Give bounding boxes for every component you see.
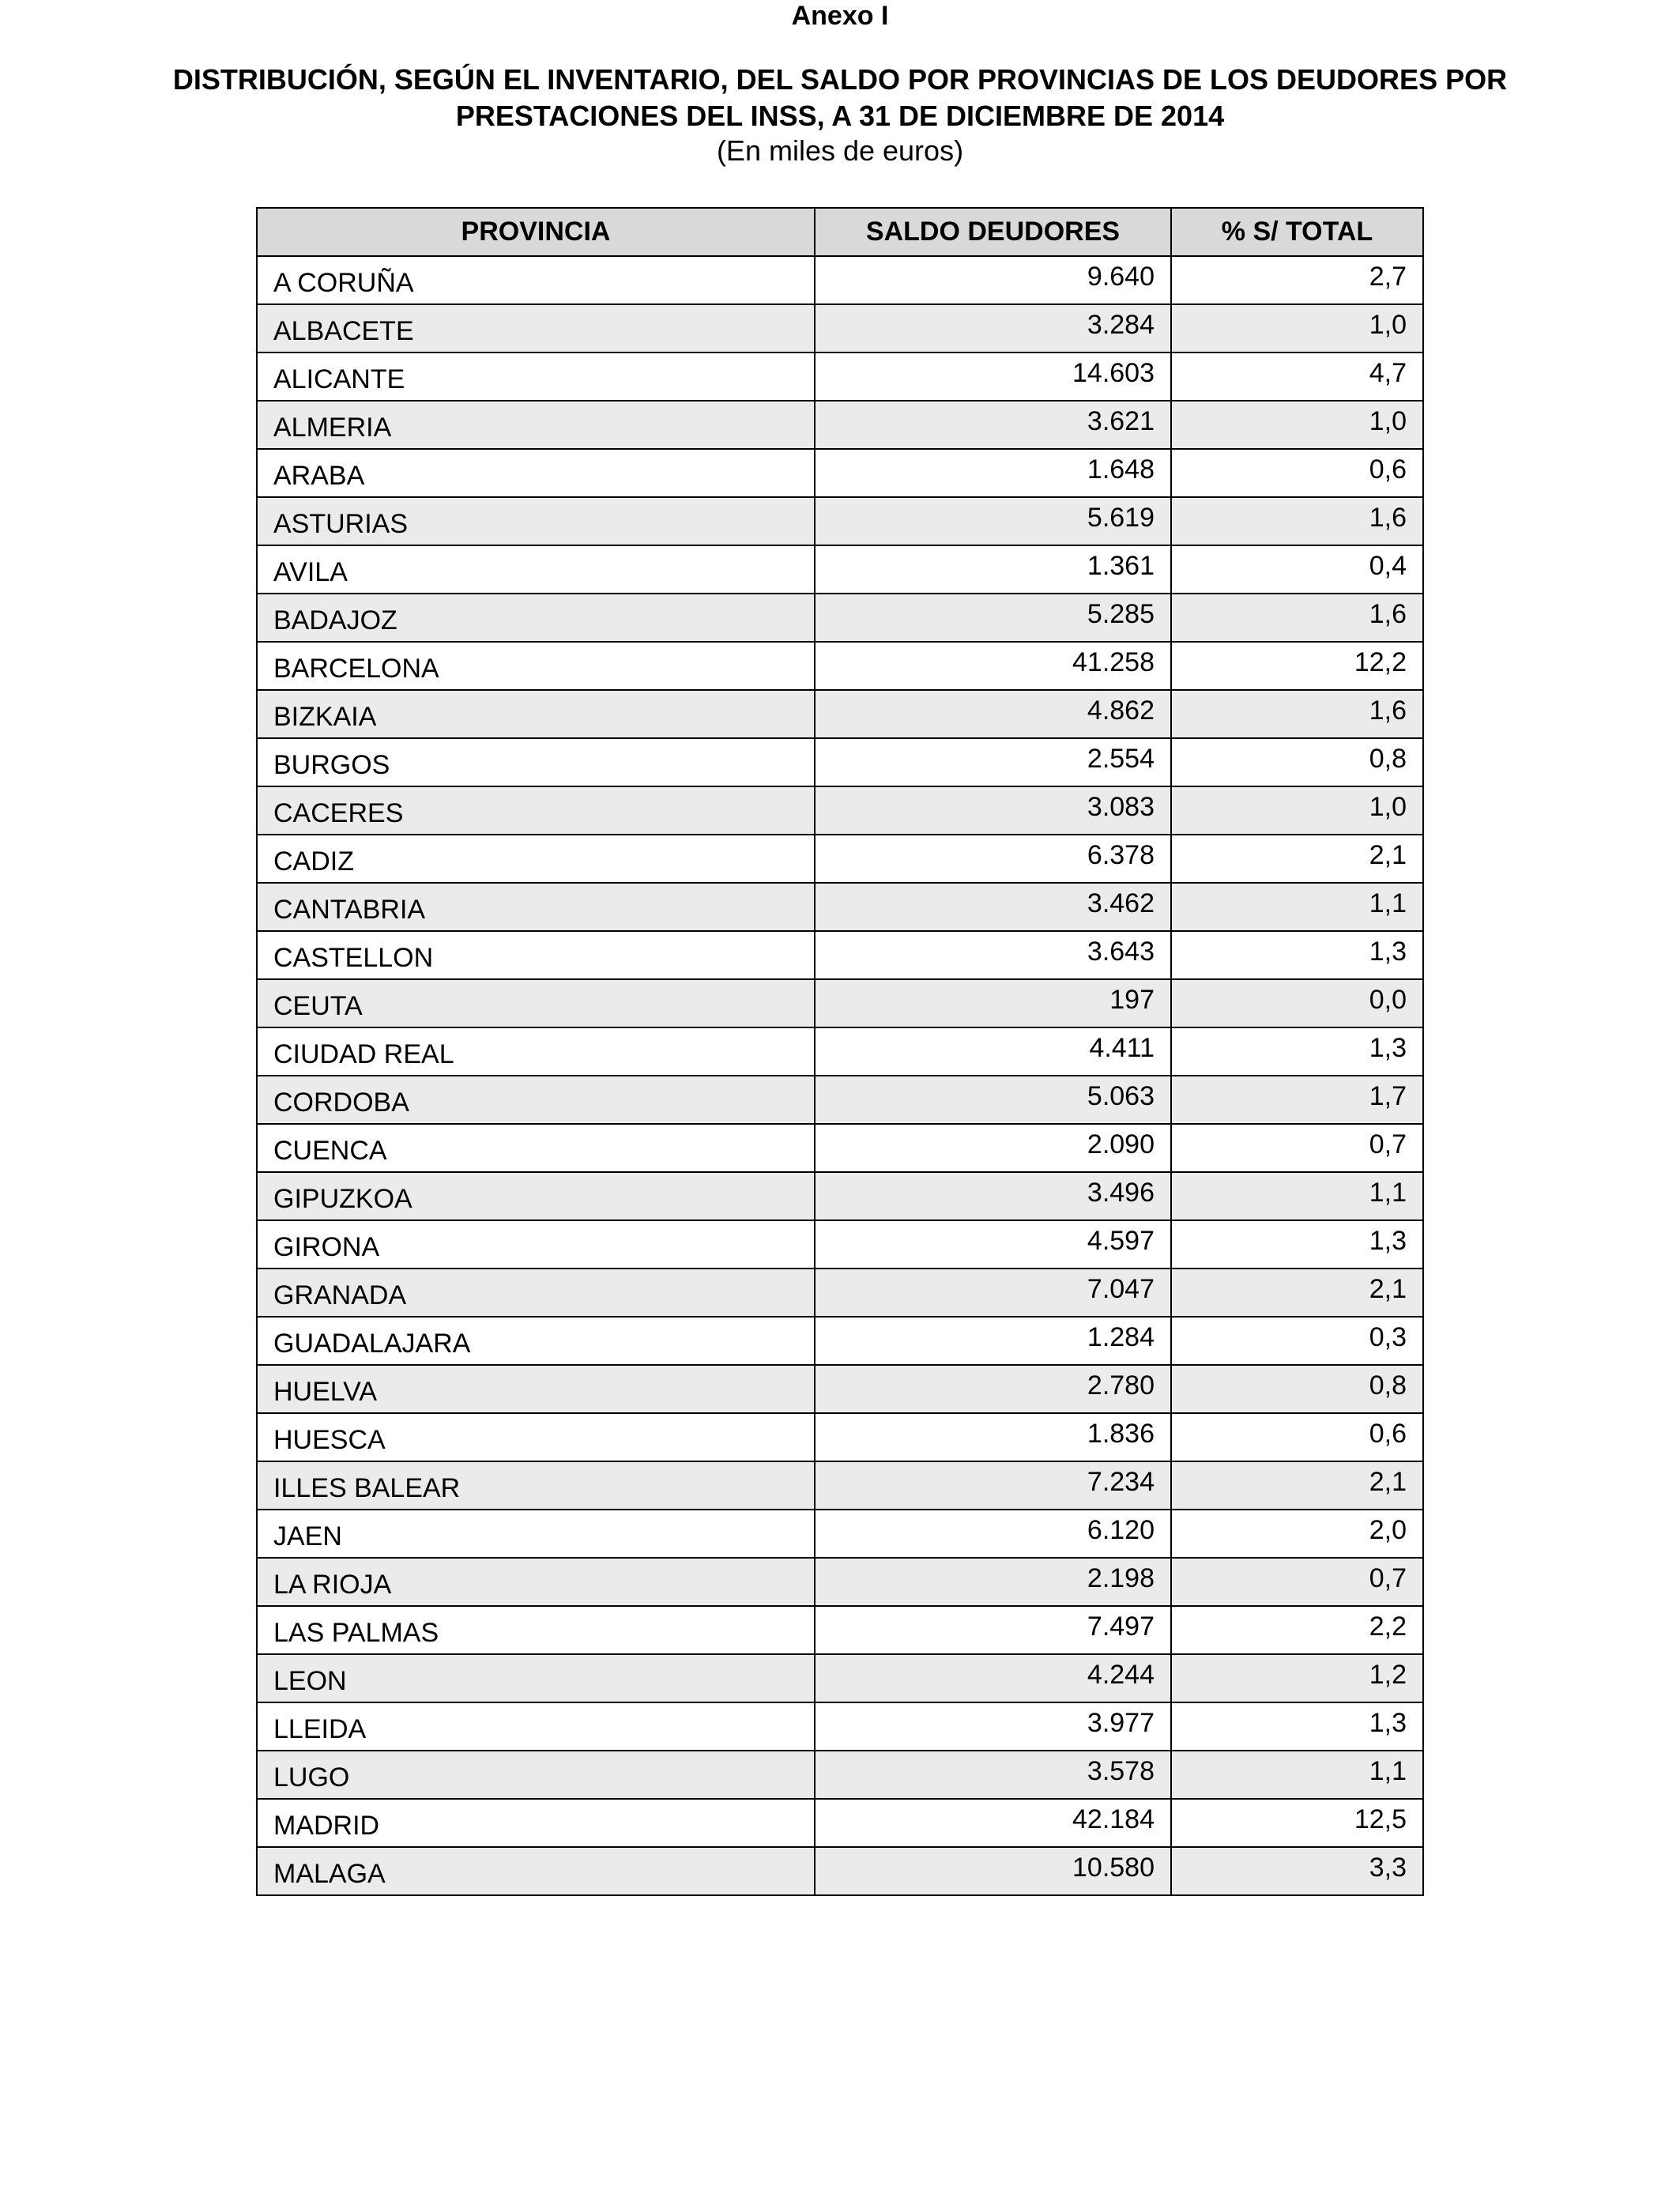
- cell-provincia: CORDOBA: [257, 1076, 815, 1124]
- cell-saldo-deudores: 4.597: [815, 1220, 1171, 1269]
- cell-provincia: CUENCA: [257, 1124, 815, 1172]
- cell-saldo-deudores: 6.120: [815, 1510, 1171, 1558]
- cell-saldo-deudores: 5.285: [815, 594, 1171, 642]
- cell-provincia: BIZKAIA: [257, 690, 815, 738]
- table-row: [257, 1799, 1423, 1847]
- table-row: [257, 256, 1423, 304]
- cell-provincia: LA RIOJA: [257, 1558, 815, 1606]
- cell-saldo-deudores: 2.090: [815, 1124, 1171, 1172]
- table-row: [257, 1558, 1423, 1606]
- cell-provincia: GIRONA: [257, 1220, 815, 1269]
- table-row: [257, 594, 1423, 642]
- header-percent-total: % S/ TOTAL: [1171, 208, 1423, 256]
- cell-saldo-deudores: 2.198: [815, 1558, 1171, 1606]
- cell-saldo-deudores: 42.184: [815, 1799, 1171, 1847]
- table-row: [257, 979, 1423, 1027]
- cell-provincia: CIUDAD REAL: [257, 1027, 815, 1076]
- cell-percent-total: 4,7: [1171, 352, 1423, 401]
- table-row: [257, 1847, 1423, 1895]
- table-row: [257, 1365, 1423, 1413]
- cell-saldo-deudores: 3.643: [815, 931, 1171, 979]
- cell-percent-total: 1,1: [1171, 883, 1423, 931]
- cell-percent-total: 1,3: [1171, 1220, 1423, 1269]
- cell-provincia: BURGOS: [257, 738, 815, 786]
- cell-percent-total: 1,1: [1171, 1172, 1423, 1220]
- cell-saldo-deudores: 7.497: [815, 1606, 1171, 1654]
- header-saldo-deudores: SALDO DEUDORES: [815, 208, 1171, 256]
- cell-saldo-deudores: 10.580: [815, 1847, 1171, 1895]
- cell-saldo-deudores: 5.619: [815, 497, 1171, 545]
- table-row: [257, 1751, 1423, 1799]
- table-row: [257, 690, 1423, 738]
- table-row: [257, 1220, 1423, 1269]
- table-body: [257, 256, 1423, 1895]
- table-row: [257, 1702, 1423, 1751]
- annex-heading: Anexo I: [791, 1, 889, 31]
- cell-percent-total: 1,3: [1171, 1702, 1423, 1751]
- cell-saldo-deudores: 4.244: [815, 1654, 1171, 1702]
- cell-saldo-deudores: 4.862: [815, 690, 1171, 738]
- cell-percent-total: 2,2: [1171, 1606, 1423, 1654]
- cell-percent-total: 1,1: [1171, 1751, 1423, 1799]
- cell-provincia: LLEIDA: [257, 1702, 815, 1751]
- cell-percent-total: 2,1: [1171, 1461, 1423, 1510]
- cell-saldo-deudores: 2.554: [815, 738, 1171, 786]
- cell-provincia: CANTABRIA: [257, 883, 815, 931]
- cell-percent-total: 0,6: [1171, 449, 1423, 497]
- table-row: [257, 1027, 1423, 1076]
- cell-provincia: BADAJOZ: [257, 594, 815, 642]
- units-subtitle: (En miles de euros): [716, 134, 964, 167]
- table-row: [257, 449, 1423, 497]
- cell-saldo-deudores: 3.977: [815, 1702, 1171, 1751]
- cell-provincia: ASTURIAS: [257, 497, 815, 545]
- cell-provincia: GIPUZKOA: [257, 1172, 815, 1220]
- cell-provincia: ALMERIA: [257, 401, 815, 449]
- cell-provincia: ILLES BALEAR: [257, 1461, 815, 1510]
- cell-provincia: CADIZ: [257, 835, 815, 883]
- cell-percent-total: 2,7: [1171, 256, 1423, 304]
- cell-provincia: BARCELONA: [257, 642, 815, 690]
- cell-saldo-deudores: 9.640: [815, 256, 1171, 304]
- cell-percent-total: 0,6: [1171, 1413, 1423, 1461]
- cell-saldo-deudores: 3.284: [815, 304, 1171, 352]
- cell-provincia: CEUTA: [257, 979, 815, 1027]
- cell-percent-total: 12,2: [1171, 642, 1423, 690]
- cell-saldo-deudores: 3.462: [815, 883, 1171, 931]
- cell-percent-total: 0,7: [1171, 1124, 1423, 1172]
- table-row: [257, 835, 1423, 883]
- cell-provincia: GUADALAJARA: [257, 1317, 815, 1365]
- cell-percent-total: 0,8: [1171, 738, 1423, 786]
- title-line-1: DISTRIBUCIÓN, SEGÚN EL INVENTARIO, DEL SALDO POR PROVINCIAS DE LOS DEUDORES POR: [172, 63, 1508, 96]
- cell-percent-total: 2,1: [1171, 1269, 1423, 1317]
- document-title: [0, 62, 1680, 134]
- cell-percent-total: 12,5: [1171, 1799, 1423, 1847]
- table-row: [257, 1606, 1423, 1654]
- cell-provincia: ARABA: [257, 449, 815, 497]
- cell-percent-total: 0,0: [1171, 979, 1423, 1027]
- table-row: [257, 883, 1423, 931]
- table-row: [257, 304, 1423, 352]
- table-row: [257, 1413, 1423, 1461]
- cell-saldo-deudores: 7.234: [815, 1461, 1171, 1510]
- cell-provincia: A CORUÑA: [257, 256, 815, 304]
- cell-provincia: CACERES: [257, 786, 815, 835]
- cell-saldo-deudores: 6.378: [815, 835, 1171, 883]
- table-row: [257, 1172, 1423, 1220]
- table-row: [257, 931, 1423, 979]
- cell-provincia: GRANADA: [257, 1269, 815, 1317]
- cell-percent-total: 0,4: [1171, 545, 1423, 594]
- table-row: [257, 642, 1423, 690]
- cell-provincia: HUESCA: [257, 1413, 815, 1461]
- cell-provincia: JAEN: [257, 1510, 815, 1558]
- debtors-by-province-table: [256, 207, 1424, 1896]
- cell-saldo-deudores: 7.047: [815, 1269, 1171, 1317]
- table-row: [257, 1654, 1423, 1702]
- table-row: [257, 545, 1423, 594]
- cell-saldo-deudores: 1.836: [815, 1413, 1171, 1461]
- header-provincia: PROVINCIA: [257, 208, 815, 256]
- cell-saldo-deudores: 1.648: [815, 449, 1171, 497]
- cell-percent-total: 1,0: [1171, 786, 1423, 835]
- cell-provincia: AVILA: [257, 545, 815, 594]
- cell-percent-total: 0,3: [1171, 1317, 1423, 1365]
- cell-percent-total: 1,6: [1171, 690, 1423, 738]
- cell-provincia: HUELVA: [257, 1365, 815, 1413]
- table-row: [257, 1269, 1423, 1317]
- table-row: [257, 497, 1423, 545]
- cell-percent-total: 3,3: [1171, 1847, 1423, 1895]
- cell-saldo-deudores: 3.496: [815, 1172, 1171, 1220]
- cell-provincia: ALBACETE: [257, 304, 815, 352]
- cell-provincia: ALICANTE: [257, 352, 815, 401]
- cell-percent-total: 1,3: [1171, 931, 1423, 979]
- cell-percent-total: 1,6: [1171, 594, 1423, 642]
- cell-saldo-deudores: 2.780: [815, 1365, 1171, 1413]
- cell-percent-total: 1,6: [1171, 497, 1423, 545]
- cell-saldo-deudores: 197: [815, 979, 1171, 1027]
- table-row: [257, 786, 1423, 835]
- cell-provincia: LAS PALMAS: [257, 1606, 815, 1654]
- cell-saldo-deudores: 41.258: [815, 642, 1171, 690]
- table-header-row: [257, 208, 1423, 256]
- cell-provincia: MALAGA: [257, 1847, 815, 1895]
- table-row: [257, 1317, 1423, 1365]
- cell-saldo-deudores: 3.083: [815, 786, 1171, 835]
- cell-percent-total: 1,0: [1171, 401, 1423, 449]
- table-row: [257, 401, 1423, 449]
- cell-percent-total: 1,2: [1171, 1654, 1423, 1702]
- cell-percent-total: 2,1: [1171, 835, 1423, 883]
- cell-saldo-deudores: 1.361: [815, 545, 1171, 594]
- cell-percent-total: 2,0: [1171, 1510, 1423, 1558]
- cell-saldo-deudores: 4.411: [815, 1027, 1171, 1076]
- cell-saldo-deudores: 14.603: [815, 352, 1171, 401]
- cell-percent-total: 1,3: [1171, 1027, 1423, 1076]
- table-row: [257, 1461, 1423, 1510]
- cell-saldo-deudores: 1.284: [815, 1317, 1171, 1365]
- table-row: [257, 1124, 1423, 1172]
- cell-saldo-deudores: 5.063: [815, 1076, 1171, 1124]
- cell-percent-total: 0,8: [1171, 1365, 1423, 1413]
- cell-provincia: LEON: [257, 1654, 815, 1702]
- table-row: [257, 1076, 1423, 1124]
- cell-percent-total: 1,7: [1171, 1076, 1423, 1124]
- cell-saldo-deudores: 3.578: [815, 1751, 1171, 1799]
- cell-saldo-deudores: 3.621: [815, 401, 1171, 449]
- table-row: [257, 738, 1423, 786]
- table-row: [257, 1510, 1423, 1558]
- table-row: [257, 352, 1423, 401]
- cell-provincia: LUGO: [257, 1751, 815, 1799]
- cell-provincia: CASTELLON: [257, 931, 815, 979]
- cell-provincia: MADRID: [257, 1799, 815, 1847]
- cell-percent-total: 0,7: [1171, 1558, 1423, 1606]
- cell-percent-total: 1,0: [1171, 304, 1423, 352]
- title-line-2: PRESTACIONES DEL INSS, A 31 DE DICIEMBRE DE 2014: [455, 100, 1225, 132]
